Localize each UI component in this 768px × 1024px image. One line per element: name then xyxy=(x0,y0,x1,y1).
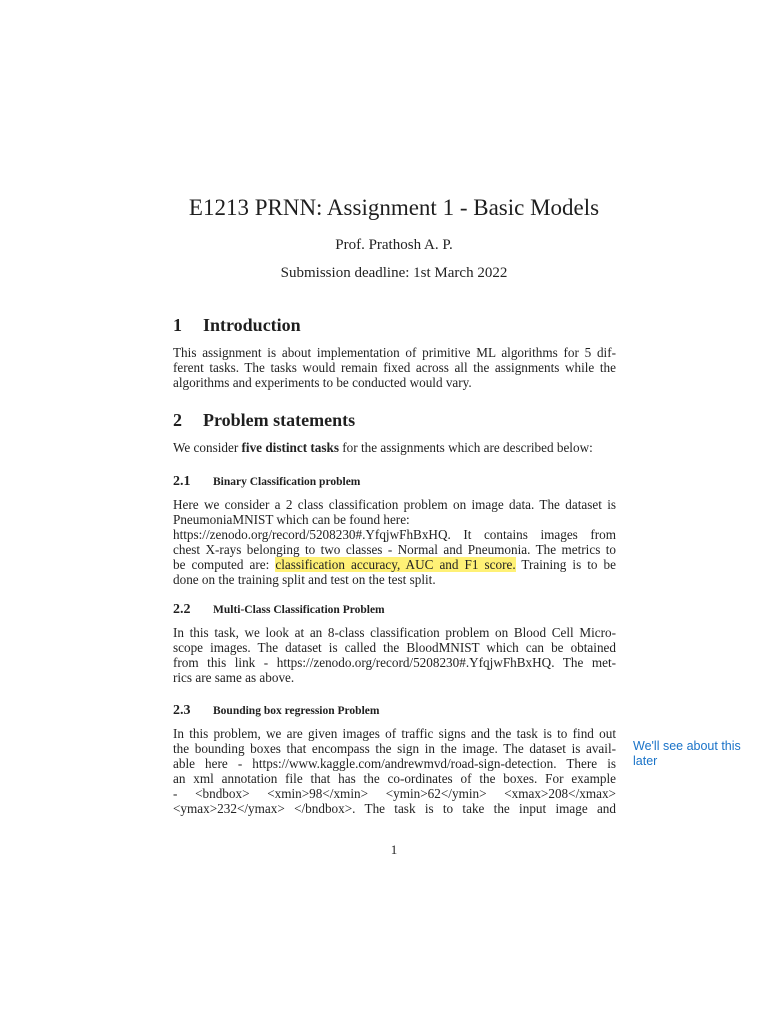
paragraph-line: ferent tasks. The tasks would remain fixed across all the assignments while the xyxy=(173,360,616,375)
page-number: 1 xyxy=(390,842,398,857)
lead-text-after: for the assignments which are described below: xyxy=(338,440,593,455)
subsection-heading-bounding-box xyxy=(173,702,379,720)
highlighted-metrics: classification accuracy, AUC and F1 score. xyxy=(275,557,516,572)
section-heading-problem-statements xyxy=(173,408,355,432)
bounding-box-paragraph xyxy=(173,726,616,816)
paragraph-line: done on the training split and test on the test split. xyxy=(173,572,436,587)
section-number: 2 xyxy=(173,410,182,430)
section-title: Introduction xyxy=(203,315,301,335)
paragraph-line: algorithms and experiments to be conducted would vary. xyxy=(173,375,472,390)
multi-class-paragraph xyxy=(173,625,616,685)
subsection-number: 2.2 xyxy=(173,602,191,617)
paragraph-line: chest X-rays belonging to two classes - Normal and Pneumonia. The metrics to xyxy=(173,542,616,557)
paragraph-line: an xml annotation file that has the co-ordinates of the boxes. For example xyxy=(173,771,616,786)
subsection-number: 2.1 xyxy=(173,474,191,489)
paragraph-line: Here we consider a 2 class classification problem on image data. The dataset is xyxy=(173,497,616,512)
paragraph-line: In this problem, we are given images of traffic signs and the task is to find out xyxy=(173,726,616,741)
paragraph-line: <ymax>232</ymax> </bndbox>. The task is to take the input image and xyxy=(173,801,616,816)
subsection-number: 2.3 xyxy=(173,703,191,718)
subsection-heading-binary-classification xyxy=(173,473,360,491)
lead-text-before: We consider xyxy=(173,440,242,455)
paragraph-line: able here - https://www.kaggle.com/andrewmvd/road-sign-detection. There is xyxy=(173,756,616,771)
paragraph-line: This assignment is about implementation of primitive ML algorithms for 5 dif- xyxy=(173,345,616,360)
paragraph-line: from this link - https://zenodo.org/record/5208230#.YfqjwFhBxHQ. The met- xyxy=(173,655,616,670)
section-title: Problem statements xyxy=(203,410,356,430)
document-title: E1213 PRNN: Assignment 1 - Basic Models xyxy=(188,195,600,220)
submission-deadline: Submission deadline: 1st March 2022 xyxy=(280,265,508,281)
paragraph-line: PneumoniaMNIST which can be found here: xyxy=(173,512,410,527)
paragraph-line: - <bndbox> <xmin>98</xmin> <ymin>62</ymin> <xmax>208</xmax> xyxy=(173,786,616,801)
paragraph-line: the bounding boxes that encompass the sign in the image. The dataset is avail- xyxy=(173,741,616,756)
paragraph-line xyxy=(173,557,616,572)
subsection-heading-multi-class xyxy=(173,601,385,619)
problem-statements-lead xyxy=(173,440,616,455)
lead-text-bold: five distinct tasks xyxy=(241,440,339,455)
metrics-text-before: be computed are: xyxy=(173,557,276,572)
introduction-paragraph xyxy=(173,345,616,390)
subsection-title: Binary Classification problem xyxy=(213,476,361,488)
paragraph-line: https://zenodo.org/record/5208230#.YfqjwFhBxHQ. It contains images from xyxy=(173,527,616,542)
subsection-title: Bounding box regression Problem xyxy=(213,705,380,717)
document-author: Prof. Prathosh A. P. xyxy=(335,237,453,253)
paragraph-line: In this task, we look at an 8-class classification problem on Blood Cell Micro- xyxy=(173,625,616,640)
paragraph-line: scope images. The dataset is called the BloodMNIST which can be obtained xyxy=(173,640,616,655)
subsection-title: Multi-Class Classification Problem xyxy=(213,604,385,616)
section-number: 1 xyxy=(173,315,182,335)
paragraph-line: rics are same as above. xyxy=(173,670,295,685)
paragraph-line xyxy=(173,440,616,455)
metrics-text-after: Training is to be xyxy=(515,557,616,572)
section-heading-introduction xyxy=(173,313,301,337)
binary-classification-paragraph xyxy=(173,497,616,587)
margin-comment[interactable]: We'll see about this later xyxy=(633,739,741,768)
